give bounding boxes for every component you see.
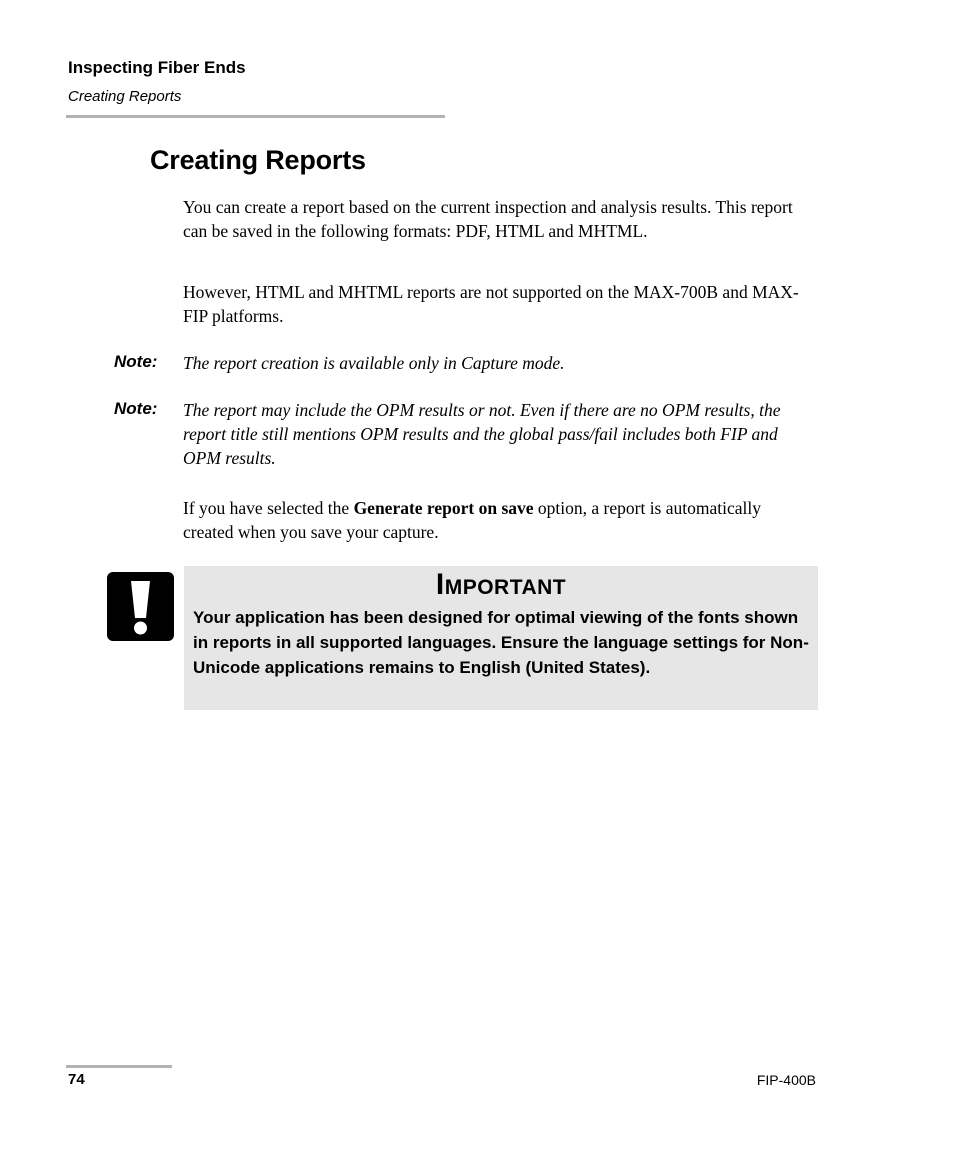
running-header-subtitle: Creating Reports <box>68 88 182 105</box>
header-divider <box>66 115 445 118</box>
body-paragraph-generate-report <box>183 496 813 544</box>
footer-divider <box>66 1065 172 1068</box>
note-label: Note: <box>114 399 158 418</box>
page-number: 74 <box>68 1071 85 1088</box>
product-name: FIP-400B <box>756 1072 816 1088</box>
section-heading: Creating Reports <box>150 145 366 175</box>
paragraph-text-end: option, a report is automatically created when you save your capture. <box>183 498 761 542</box>
note-label: Note: <box>114 352 158 371</box>
running-header-title: Inspecting Fiber Ends <box>68 58 246 77</box>
note-text-capture-mode: The report creation is available only in Capture mode. <box>183 353 565 373</box>
body-paragraph-formats: You can create a report based on the current inspection and analysis results. This report can be saved in the following formats: PDF, HTML and MHTML. <box>183 197 793 241</box>
note-text-opm-results: The report may include the OPM results or not. Even if there are no OPM results, the report title still mentions OPM results and the global pass/fail includes both FIP and OPM results. <box>183 400 781 468</box>
important-text: Your application has been designed for optimal viewing of the fonts shown in reports in all supported languages. Ensure the language settings for Non-Unicode applications remains to English (United States). <box>193 608 809 677</box>
body-paragraph-platforms: However, HTML and MHTML reports are not supported on the MAX-700B and MAX-FIP platforms. <box>183 282 799 326</box>
important-notice-box <box>184 566 818 710</box>
paragraph-text-start: If you have selected the <box>183 498 354 518</box>
exclamation-icon <box>107 572 174 641</box>
option-name-bold: Generate report on save <box>353 498 534 518</box>
important-title: Important <box>435 568 567 601</box>
